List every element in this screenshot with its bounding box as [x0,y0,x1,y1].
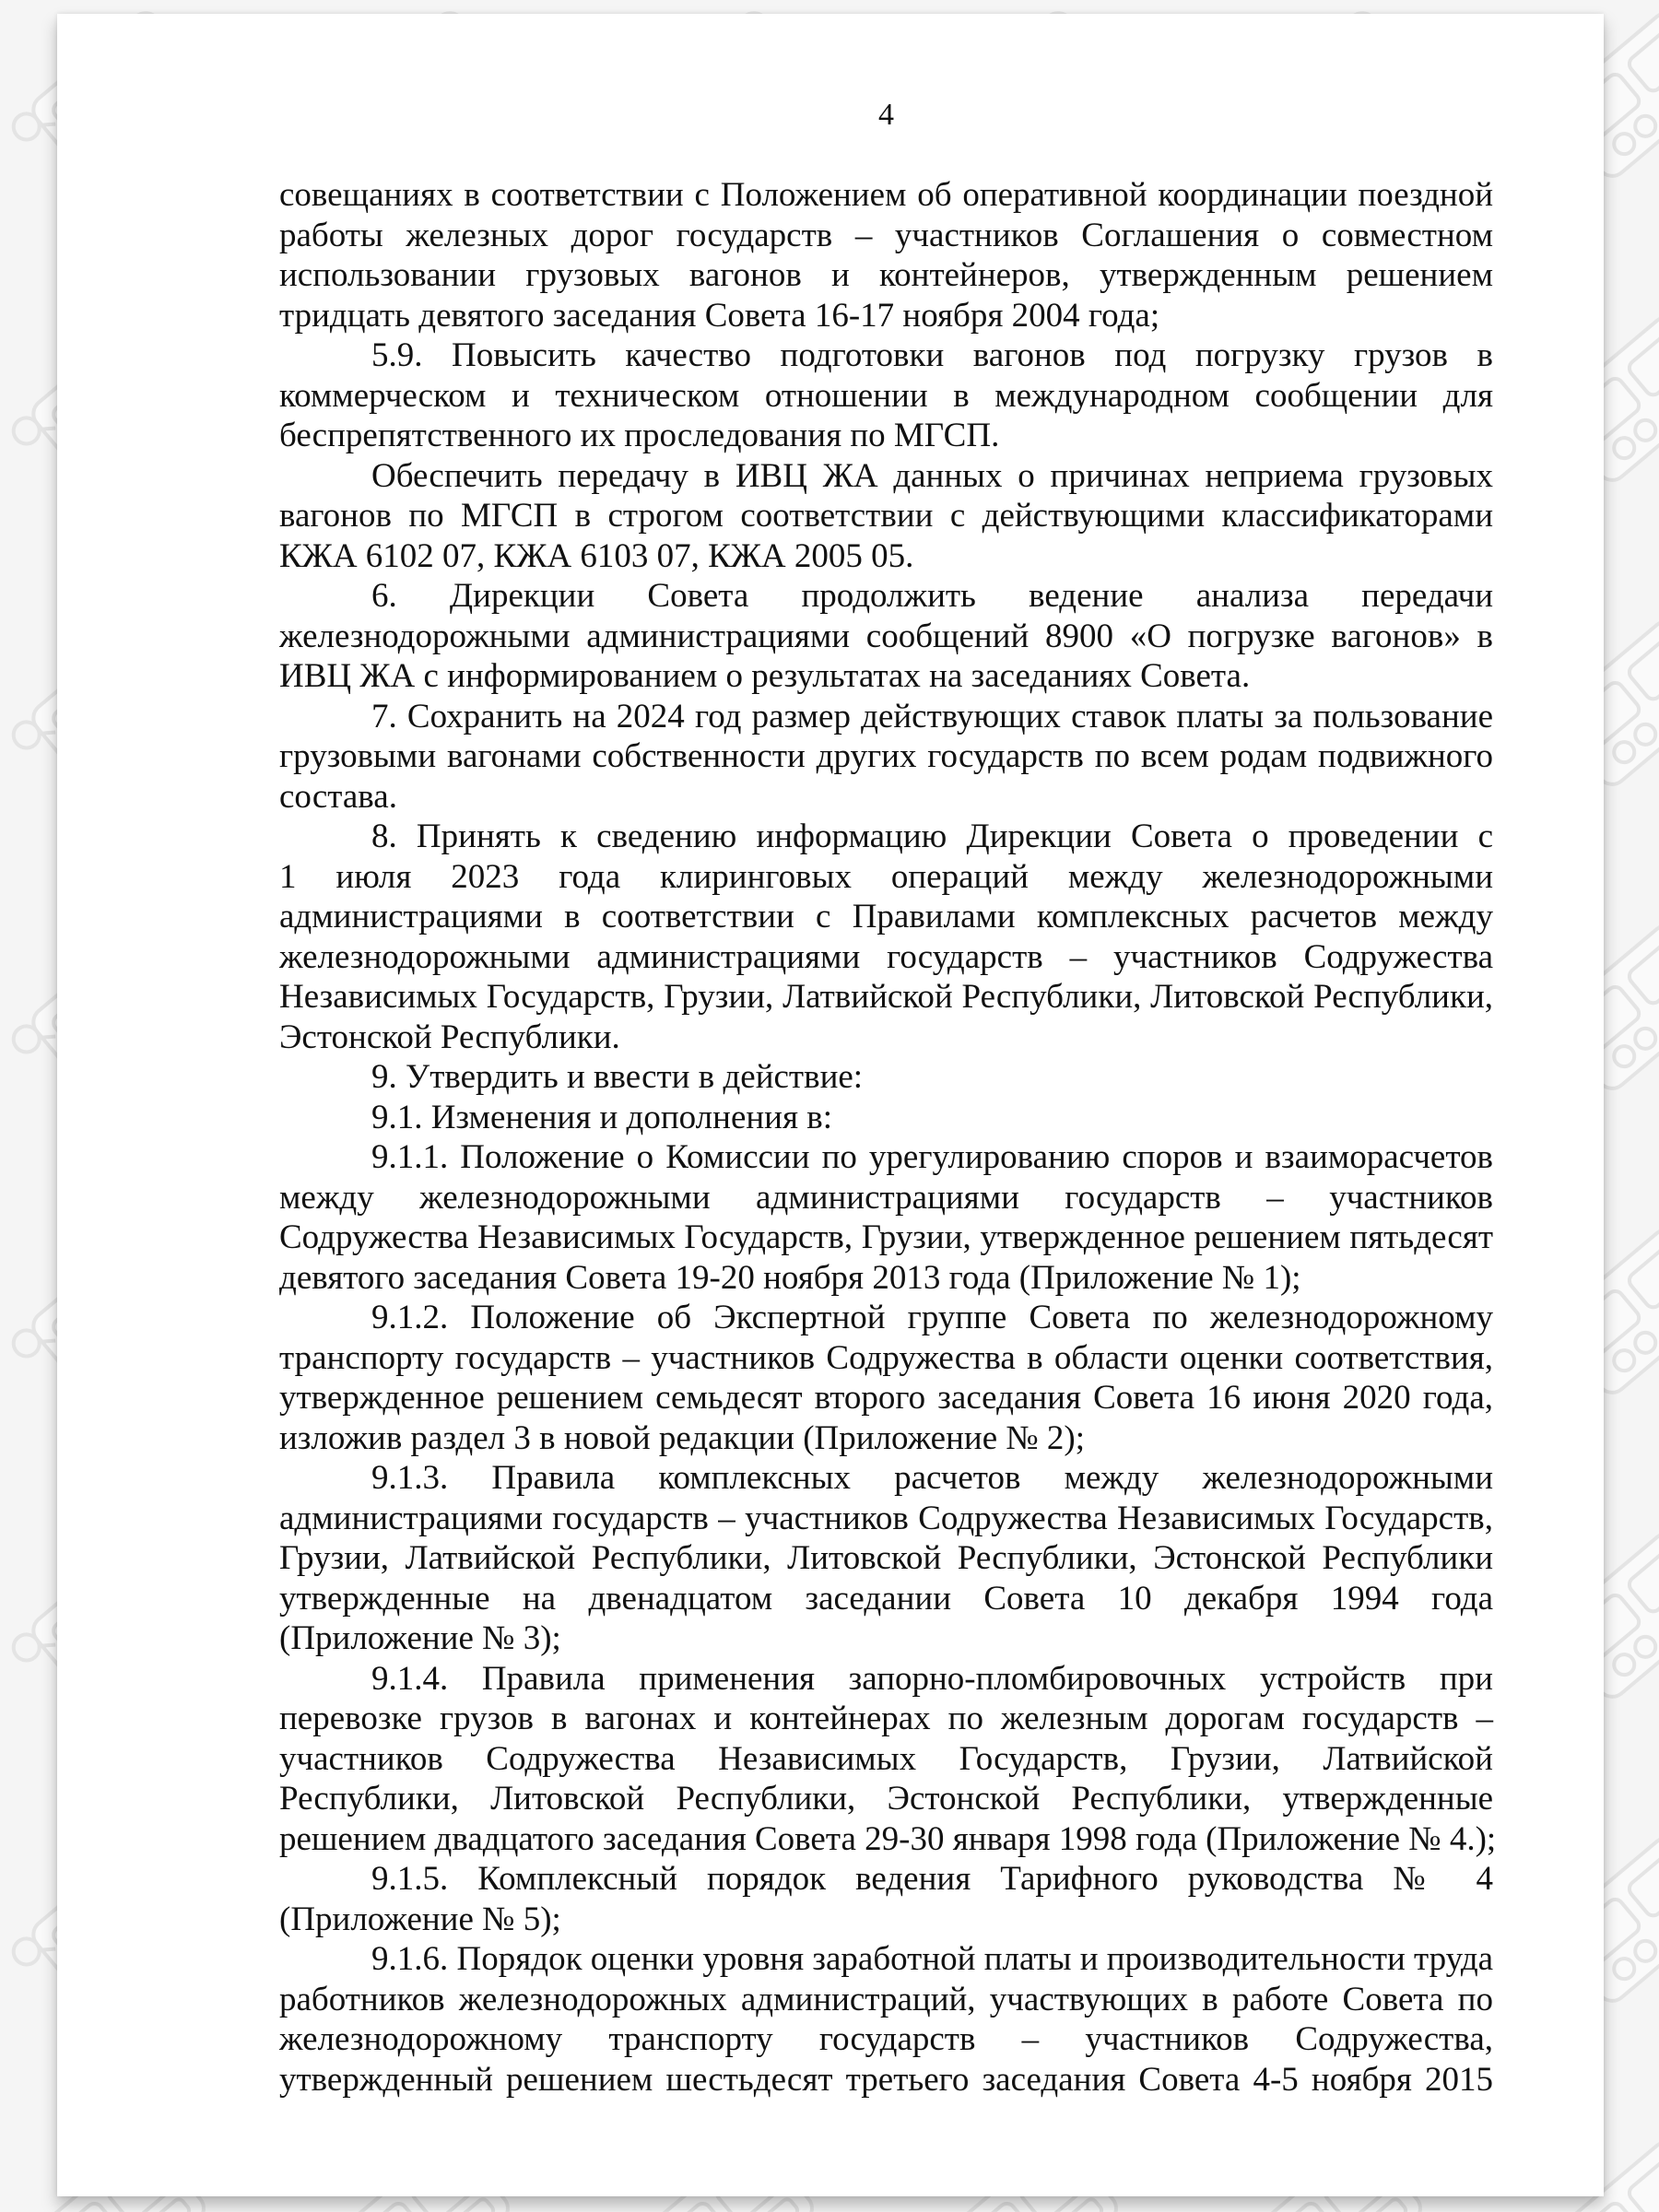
text-line: 6. Дирекции Совета продолжить ведение анализа передачи [371,577,1493,615]
text-line: вагонов по МГСП в строгом соответствии с действующими классификаторами [279,497,1493,535]
text-line: ИВЦ ЖА с информированием о результатах на заседаниях Совета. [279,657,1251,695]
text-line: 1 июля 2023 года клиринговых операций между железнодорожными [279,857,1493,896]
text-line: работников железнодорожных администраций, участвующих в работе Совета по [279,1980,1493,2018]
paragraph [279,1859,1493,1939]
paragraph [279,456,1493,577]
text-line: 9.1.2. Положение об Экспертной группе Совета по железнодорожному [371,1299,1493,1336]
text-line: Обеспечить передачу в ИВЦ ЖА данных о причинах неприема грузовых [371,456,1493,495]
text-line: железнодорожными администрациями государств – участников Содружества [279,937,1493,976]
text-line: беспрепятственного их проследования по МГСП. [279,417,1000,454]
text-line: транспорту государств – участников Содружества в области оценки соответствия, [279,1338,1493,1377]
document-page [57,14,1604,2196]
text-line: 9.1.5. Комплексный порядок ведения Тарифного руководства № 4 [371,1860,1493,1898]
text-line: 9.1. Изменения и дополнения в: [371,1098,832,1136]
text-line: тридцать девятого заседания Совета 16-17 ноября 2004 года; [279,296,1160,335]
text-line: 9. Утвердить и ввести в действие: [371,1058,864,1096]
text-line: железнодорожному транспорту государств – участников Содружества, [279,2020,1493,2058]
document-body [279,175,1497,2100]
text-line: (Приложение № 3); [279,1619,561,1657]
paragraph [279,817,1493,1057]
text-line: 9.1.4. Правила применения запорно-пломбировочных устройств при [371,1659,1493,1698]
paragraph [279,1458,1493,1659]
text-line: грузовыми вагонами собственности других государств по всем родам подвижного [279,737,1493,775]
paragraph [279,175,1493,335]
text-line: утвержденный решением шестьдесят третьего заседания Совета 4-5 ноября 2015 [279,2060,1493,2099]
text-line: железнодорожными администрациями сообщений 8900 «О погрузке вагонов» в [279,617,1493,655]
text-line: Республики, Литовской Республики, Эстонской Республики, утвержденные [279,1780,1493,1818]
text-line: решением двадцатого заседания Совета 29-30 января 1998 года (Приложение № 4.); [279,1819,1497,1858]
text-line: 7. Сохранить на 2024 год размер действующих ставок платы за пользование [371,697,1493,735]
paragraph [279,576,1493,697]
text-line: девятого заседания Совета 19-20 ноября 2013 года (Приложение № 1); [279,1258,1301,1297]
text-line: Грузии, Латвийской Республики, Литовской Республики, Эстонской Республики [279,1539,1493,1577]
text-line: КЖА 6102 07, КЖА 6103 07, КЖА 2005 05. [279,536,914,575]
text-line: изложив раздел 3 в новой редакции (Приложение № 2); [279,1418,1086,1457]
page-number: 4 [878,98,894,132]
text-line: 8. Принять к сведению информацию Дирекции Совета о проведении с [371,818,1493,855]
text-line: Независимых Государств, Грузии, Латвийской Республики, Литовской Республики, [279,978,1493,1016]
text-line: администрациями государств – участников Содружества Независимых Государств, [279,1499,1493,1537]
paragraph [279,1939,1493,2100]
text-line: коммерческом и техническом отношении в международном сообщении для [279,376,1493,415]
text-line: между железнодорожными администрациями государств – участников [279,1178,1493,1217]
paragraph [279,1057,1493,1098]
text-line: совещаниях в соответствии с Положением об оперативной координации поездной [279,176,1493,214]
text-line: утвержденное решением семьдесят второго заседания Совета 16 июня 2020 года, [279,1379,1493,1417]
text-line: Эстонской Республики. [279,1018,620,1056]
text-line: перевозке грузов в вагонах и контейнерах по железным дорогам государств – [279,1700,1493,1737]
text-line: (Приложение № 5); [279,1900,561,1938]
text-line: утвержденные на двенадцатом заседании Совета 10 декабря 1994 года [279,1579,1493,1618]
text-line: 9.1.6. Порядок оценки уровня заработной платы и производительности труда [371,1940,1494,1978]
paragraph [279,1098,1493,1138]
paragraph [279,697,1493,818]
paragraph [279,335,1493,456]
text-line: 9.1.3. Правила комплексных расчетов между железнодорожными [371,1459,1493,1497]
paragraph [279,1659,1497,1860]
text-line: 9.1.1. Положение о Комиссии по урегулированию споров и взаиморасчетов [371,1138,1493,1176]
paragraph [279,1298,1493,1458]
text-line: работы железных дорог государств – участников Соглашения о совместном [279,216,1493,254]
text-line: участников Содружества Независимых Государств, Грузии, Латвийской [279,1739,1493,1778]
text-line: использовании грузовых вагонов и контейнеров, утвержденным решением [279,256,1493,294]
paragraph [279,1137,1493,1298]
text-line: администрациями в соответствии с Правилами комплексных расчетов между [279,898,1493,935]
text-line: 5.9. Повысить качество подготовки вагонов под погрузку грузов в [371,336,1493,374]
text-line: Содружества Независимых Государств, Грузии, утвержденное решением пятьдесят [279,1218,1493,1256]
text-line: состава. [279,777,397,816]
